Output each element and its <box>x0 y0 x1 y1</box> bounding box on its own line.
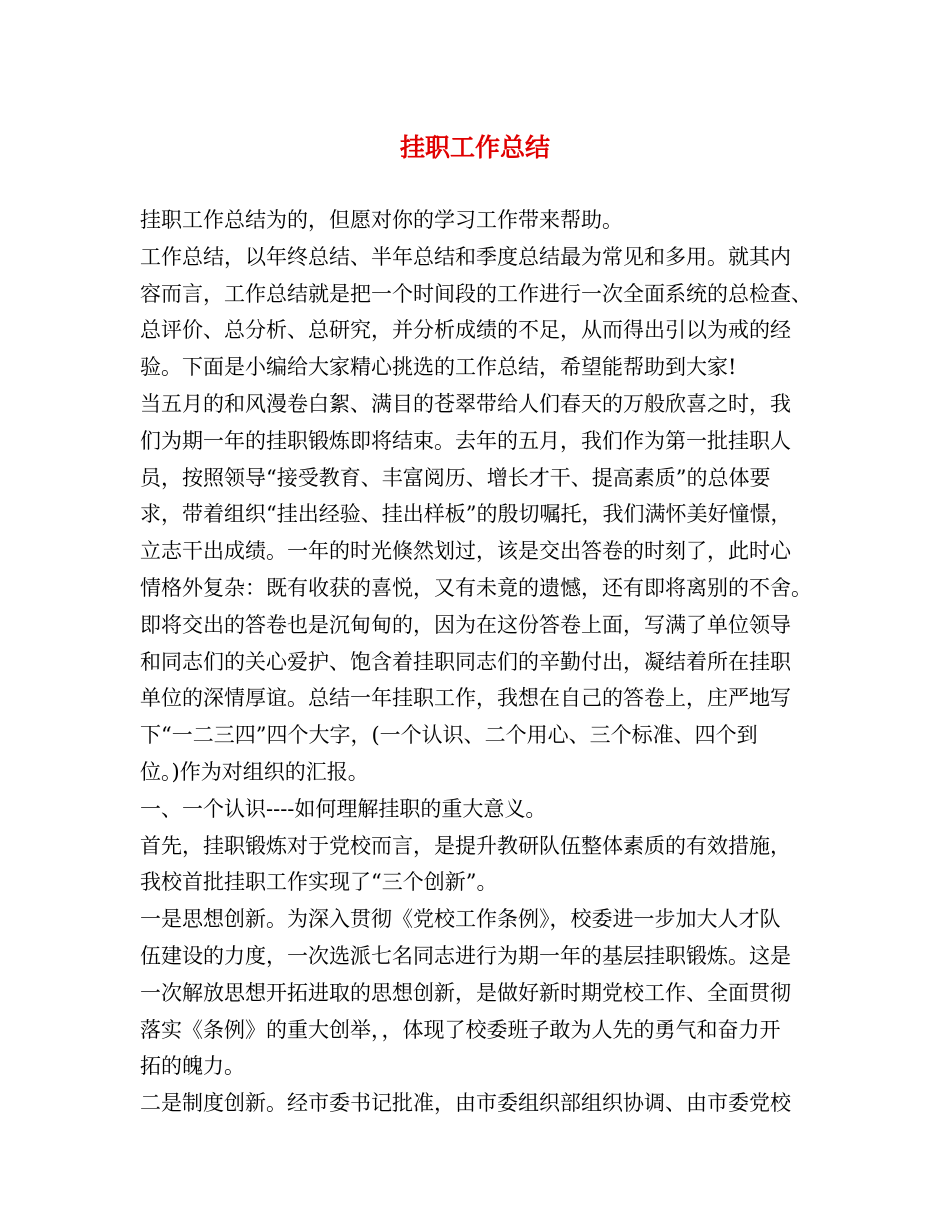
text-line: 我校首批挂职工作实现了“三个创新”。 <box>140 870 498 895</box>
text-line: 情格外复杂：既有收获的喜悦，又有未竟的遗憾，还有即将离别的不舍。 <box>140 575 812 600</box>
text-line: 伍建设的力度，一次选派七名同志进行为期一年的基层挂职锻炼。这是 <box>140 943 791 968</box>
text-line: 容而言，工作总结就是把一个时间段的工作进行一次全面系统的总检查、 <box>140 281 812 306</box>
text-line: 即将交出的答卷也是沉甸甸的，因为在这份答卷上面，写满了单位领导 <box>140 612 791 637</box>
document-title: 挂职工作总结 <box>399 133 550 162</box>
text-line: 员，按照领导“接受教育、丰富阅历、增长才干、提高素质”的总体要 <box>140 465 771 490</box>
text-line: 位。)作为对组织的汇报。 <box>140 759 369 784</box>
text-line: 求，带着组织“挂出经验、挂出样板”的殷切嘱托，我们满怀美好憧憬， <box>140 502 792 527</box>
text-line: 验。下面是小编给大家精心挑选的工作总结，希望能帮助到大家! <box>140 355 737 380</box>
text-line: 工作总结，以年终总结、半年总结和季度总结最为常见和多用。就其内 <box>140 244 791 269</box>
text-line: 挂职工作总结为的，但愿对你的学习工作带来帮助。 <box>140 208 623 232</box>
text-line: 一次解放思想开拓进取的思想创新，是做好新时期党校工作、全面贯彻 <box>140 980 791 1005</box>
text-line: 和同志们的关心爱护、饱含着挂职同志们的辛勤付出，凝结着所在挂职 <box>140 649 791 674</box>
text-line: 二是制度创新。经市委书记批准，由市委组织部组织协调、由市委党校 <box>140 1091 791 1116</box>
document-body <box>140 202 830 1122</box>
text-line: 单位的深情厚谊。总结一年挂职工作，我想在自己的答卷上，庄严地写 <box>140 686 791 711</box>
text-line: 拓的魄力。 <box>140 1054 245 1079</box>
text-line: 总评价、总分析、总研究，并分析成绩的不足，从而得出引以为戒的经 <box>140 318 791 343</box>
text-line: 一是思想创新。为深入贯彻《党校工作条例》，校委进一步加大人才队 <box>140 907 781 932</box>
text-line: 立志干出成绩。一年的时光倏然划过，该是交出答卷的时刻了，此时心 <box>140 539 791 564</box>
text-line: 落实《条例》的重大创举，，体现了校委班子敢为人先的勇气和奋力开 <box>140 1017 781 1042</box>
text-line: 当五月的和风漫卷白絮、满目的苍翠带给人们春天的万般欣喜之时，我 <box>140 391 791 416</box>
text-line: 首先，挂职锻炼对于党校而言，是提升教研队伍整体素质的有效措施， <box>140 833 791 858</box>
text-line: 一、一个认识----如何理解挂职的重大意义。 <box>140 796 547 821</box>
text-line: 们为期一年的挂职锻炼即将结束。去年的五月，我们作为第一批挂职人 <box>140 428 791 453</box>
text-line: 下“一二三四”四个大字，(一个认识、二个用心、三个标准、四个到 <box>140 723 758 748</box>
